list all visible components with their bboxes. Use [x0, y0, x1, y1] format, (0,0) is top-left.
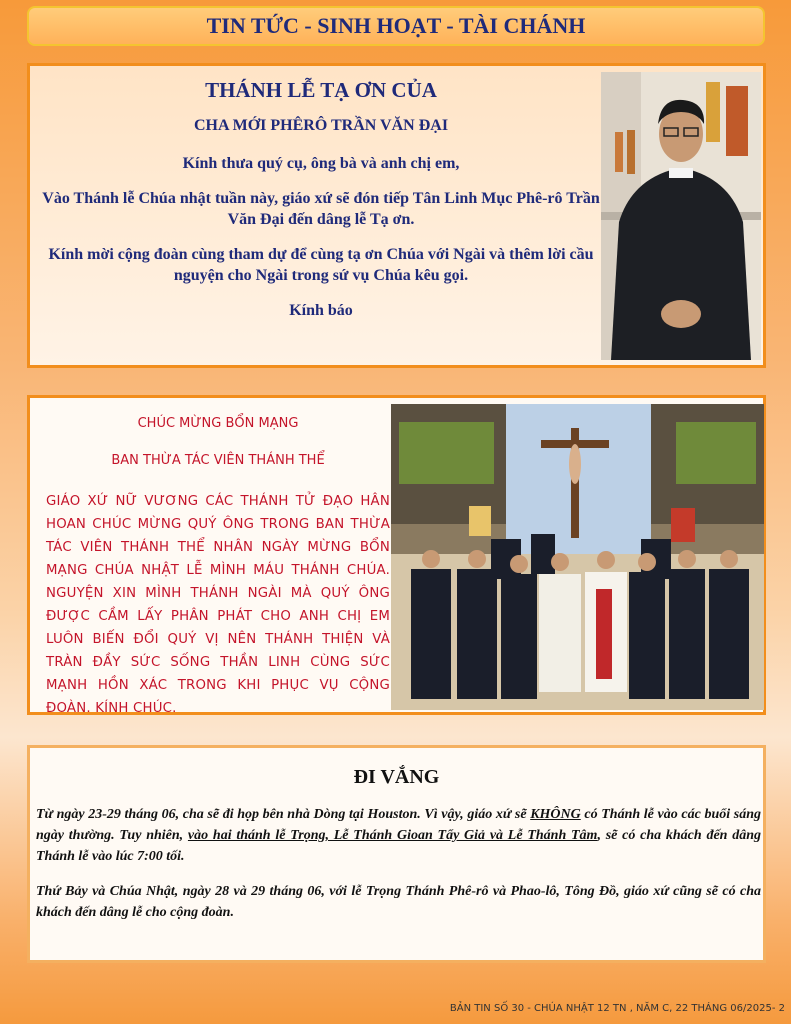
thanksgiving-paragraph-1: Vào Thánh lễ Chúa nhật tuần này, giáo xứ sẽ đón tiếp Tân Linh Mục Phê-rô Trần Văn Đại đến dâng lễ Tạ ơn. [42, 190, 600, 228]
thanksgiving-greeting: Kính thưa quý cụ, ông bà và anh chị em, [182, 155, 460, 172]
section-header [27, 6, 765, 46]
feastday-text [42, 408, 394, 720]
away-p1-masses: vào hai thánh lễ Trọng, Lễ Thánh Gioan Tẩy Giả và Lễ Thánh Tâm [187, 828, 598, 843]
priest-portrait-photo [601, 72, 761, 360]
thanksgiving-mass-box [27, 63, 766, 368]
away-p1-text-a: Từ ngày 23-29 tháng 06, cha sẽ đi họp bên nhà Dòng tại Houston. Vì vậy, giáo xứ sẽ [36, 807, 531, 822]
section-title: TIN TỨC - SINH HOẠT - TÀI CHÁNH [206, 13, 586, 38]
away-title: ĐI VẮNG [353, 766, 440, 788]
page-footer: BẢN TIN SỐ 30 - CHÚA NHẬT 12 TN , NĂM C, 22 THÁNG 06/2025- 2 [449, 1003, 785, 1014]
feastday-box [27, 395, 766, 715]
away-paragraph-2: Thứ Bảy và Chúa Nhật, ngày 28 và 29 tháng 06, với lễ Trọng Thánh Phê-rô và Phao-lô, Tông Đồ, giáo xứ cũng sẽ có cha khách đến dâng lễ cho cộng đoàn. [36, 884, 761, 920]
away-p1-text-e: , sẽ có cha khách đến dâng Thánh lễ vào lúc 7:00 tối. [36, 828, 761, 864]
away-p1-not: KHÔNG [530, 807, 581, 822]
feastday-heading: CHÚC MỪNG BỔN MẠNG [137, 416, 299, 431]
away-notice-box [27, 745, 766, 963]
thanksgiving-subtitle: CHA MỚI PHÊRÔ TRẦN VĂN ĐẠI [193, 117, 449, 134]
away-p1-text-c: có Thánh lễ vào các buổi sáng ngày thường. Tuy nhiên, [36, 807, 762, 843]
thanksgiving-title: THÁNH LỄ TẠ ƠN CỦA [205, 78, 437, 102]
thanksgiving-paragraph-2: Kính mời cộng đoàn cùng tham dự để cùng tạ ơn Chúa với Ngài và thêm lời cầu nguyện cho Ngài trong sứ vụ Chúa kêu gọi. [48, 246, 594, 284]
away-paragraph-1 [36, 804, 761, 867]
thanksgiving-signoff: Kính báo [289, 302, 353, 319]
ministers-group-photo [391, 404, 764, 710]
feastday-subheading: BAN THỪA TÁC VIÊN THÁNH THỂ [111, 453, 325, 468]
feastday-body: GIÁO XỨ NỮ VƯƠNG CÁC THÁNH TỬ ĐẠO HÂN HOAN CHÚC MỪNG QUÝ ÔNG TRONG BAN THỪA TÁC VIÊN THÁNH THỂ NHÂN NGÀY MỪNG BỔN MẠNG CHÚA NHẬT LỄ MÌNH MÁU THÁNH CHÚA. NGUYỆN XIN MÌNH THÁNH NGÀI MÀ QUÝ ÔNG ĐƯỢC CẦM LẤY PHÂN PHÁT CHO ANH CHỊ EM LUÔN BIẾN ĐỔI QUÝ VỊ NÊN THÁNH THIỆN VÀ TRÀN ĐẦY SỨC SỐNG THẦN LINH CÙNG SỨC MẠNH HỒN XÁC TRONG KHI PHỤC VỤ CỘNG ĐOÀN. KÍNH CHÚC. [46, 494, 390, 716]
thanksgiving-text [42, 74, 600, 335]
